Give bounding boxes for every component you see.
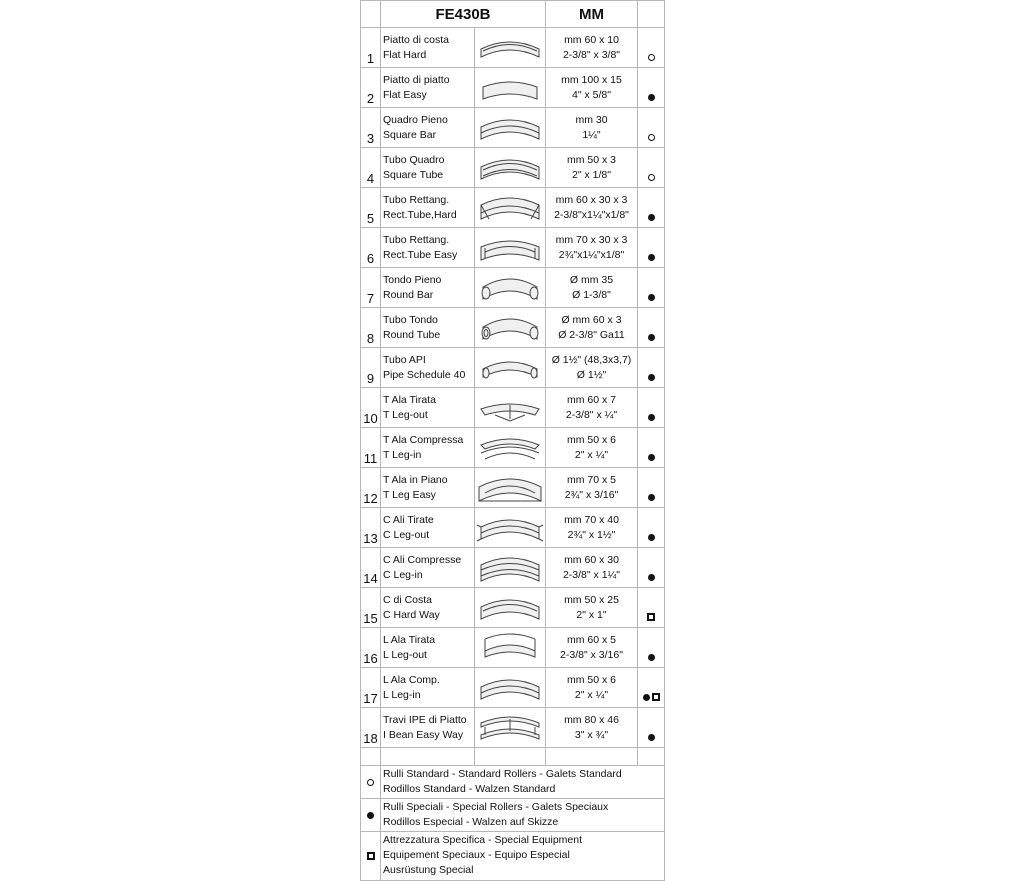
profile-sketch-cell bbox=[475, 388, 546, 428]
dimension-imperial: Ø 2-3/8" Ga11 bbox=[558, 328, 625, 341]
profile-name-english: T Leg Easy bbox=[383, 488, 436, 501]
dimension-cell bbox=[546, 428, 638, 468]
row-number: 13 bbox=[361, 508, 381, 548]
roller-marker-cell bbox=[638, 228, 665, 268]
filled-circle-icon bbox=[648, 734, 655, 741]
profile-name-english: T Leg-out bbox=[383, 408, 428, 421]
table-row bbox=[361, 228, 665, 268]
profile-sketch-cell bbox=[475, 68, 546, 108]
profile-name-english: Round Tube bbox=[383, 328, 441, 341]
profile-capacity-table bbox=[360, 0, 664, 876]
profile-sketch-cell bbox=[475, 628, 546, 668]
dimension-cell bbox=[546, 348, 638, 388]
dimension-imperial: 2-3/8"x1¼"x1/8" bbox=[554, 208, 629, 221]
dimension-cell bbox=[546, 228, 638, 268]
profile-name-italian: T Ala Tirata bbox=[383, 393, 436, 406]
dimension-cell bbox=[546, 268, 638, 308]
profile-names bbox=[381, 388, 475, 428]
profile-sketch-cell bbox=[475, 268, 546, 308]
dimension-metric: mm 70 x 5 bbox=[566, 473, 616, 486]
profile-name-english: Square Tube bbox=[383, 168, 444, 181]
dimension-cell bbox=[546, 588, 638, 628]
profile-name-italian: Piatto di costa bbox=[383, 33, 449, 46]
filled-circle-icon bbox=[648, 214, 655, 221]
roller-marker-cell bbox=[638, 348, 665, 388]
roller-marker-cell bbox=[638, 108, 665, 148]
dimension-cell bbox=[546, 188, 638, 228]
dimension-cell bbox=[546, 108, 638, 148]
profile-name-italian: L Ala Tirata bbox=[383, 633, 436, 646]
dimension-imperial: 2-3/8" x 3/8" bbox=[562, 48, 621, 61]
row-number: 8 bbox=[361, 308, 381, 348]
filled-circle-icon bbox=[648, 454, 655, 461]
dimension-metric: mm 50 x 6 bbox=[566, 433, 616, 446]
dimension-cell bbox=[546, 388, 638, 428]
dimension-imperial: 2" x ¼" bbox=[574, 688, 609, 701]
profile-names bbox=[381, 148, 475, 188]
filled-circle-icon bbox=[367, 812, 374, 819]
profile-sketch-cell bbox=[475, 588, 546, 628]
profile-name-italian: C di Costa bbox=[383, 593, 433, 606]
profile-names bbox=[381, 468, 475, 508]
row-number: 10 bbox=[361, 388, 381, 428]
row-number: 15 bbox=[361, 588, 381, 628]
filled-circle-icon bbox=[648, 534, 655, 541]
dimension-cell bbox=[546, 308, 638, 348]
square-marker-icon bbox=[367, 852, 375, 860]
profile-names bbox=[381, 708, 475, 748]
profile-name-english: Round Bar bbox=[383, 288, 434, 301]
table-row bbox=[361, 68, 665, 108]
legend-marker-cell bbox=[361, 799, 381, 832]
profile-sketch-cell bbox=[475, 708, 546, 748]
dimension-imperial: 1¼" bbox=[582, 128, 601, 141]
profile-names bbox=[381, 308, 475, 348]
dimension-metric: mm 100 x 15 bbox=[561, 73, 622, 86]
dimension-imperial: 2-3/8" x 3/16" bbox=[560, 648, 623, 661]
legend-text-line: Attrezzatura Specifica - Special Equipment bbox=[383, 834, 583, 846]
table-row bbox=[361, 348, 665, 388]
round-tube-profile-icon bbox=[475, 313, 545, 343]
filled-circle-icon bbox=[648, 254, 655, 261]
profile-name-italian: T Ala Compressa bbox=[383, 433, 464, 446]
i-beam-easy-profile-icon bbox=[475, 713, 545, 743]
profile-names bbox=[381, 268, 475, 308]
dimension-metric: Ø mm 35 bbox=[569, 273, 614, 286]
table-row bbox=[361, 548, 665, 588]
dimension-cell bbox=[546, 68, 638, 108]
row-number: 2 bbox=[361, 68, 381, 108]
dimension-cell bbox=[546, 708, 638, 748]
roller-marker-cell bbox=[638, 148, 665, 188]
filled-circle-icon bbox=[648, 414, 655, 421]
profile-name-english: T Leg-in bbox=[383, 448, 422, 461]
c-leg-out-profile-icon bbox=[475, 513, 545, 543]
dimension-imperial: 2¾" x 3/16" bbox=[564, 488, 619, 501]
row-number: 14 bbox=[361, 548, 381, 588]
dimension-metric: mm 60 x 7 bbox=[566, 393, 616, 406]
row-number: 1 bbox=[361, 28, 381, 68]
filled-circle-icon bbox=[648, 374, 655, 381]
profile-sketch-cell bbox=[475, 468, 546, 508]
profile-name-english: Flat Hard bbox=[383, 48, 427, 61]
legend-row bbox=[361, 766, 665, 799]
profile-names bbox=[381, 188, 475, 228]
dimension-metric: mm 70 x 40 bbox=[564, 513, 619, 526]
profile-name-italian: Tubo Rettang. bbox=[383, 233, 450, 246]
profile-names bbox=[381, 28, 475, 68]
roller-marker-cell bbox=[638, 708, 665, 748]
legend-row bbox=[361, 799, 665, 832]
profile-name-italian: Tubo Quadro bbox=[383, 153, 445, 166]
profile-sketch-cell bbox=[475, 428, 546, 468]
roller-marker-cell bbox=[638, 268, 665, 308]
table-row bbox=[361, 388, 665, 428]
dimension-cell bbox=[546, 628, 638, 668]
profile-name-english: Rect.Tube Easy bbox=[383, 248, 458, 261]
profile-name-english: L Leg-out bbox=[383, 648, 427, 661]
header-row bbox=[361, 1, 665, 28]
profile-name-italian: T Ala in Piano bbox=[383, 473, 448, 486]
dimension-cell bbox=[546, 148, 638, 188]
dimension-metric: mm 30 bbox=[575, 113, 608, 126]
profile-name-english: C Leg-out bbox=[383, 528, 430, 541]
profile-name-italian: Tubo API bbox=[383, 353, 426, 366]
profile-name-italian: Quadro Pieno bbox=[383, 113, 448, 126]
filled-circle-icon bbox=[648, 494, 655, 501]
row-number: 16 bbox=[361, 628, 381, 668]
profile-name-english: C Leg-in bbox=[383, 568, 423, 581]
profile-name-english: Pipe Schedule 40 bbox=[383, 368, 466, 381]
dimension-imperial: 2¾" x 1½" bbox=[567, 528, 616, 541]
legend-text-line: Ausrüstung Special bbox=[383, 864, 474, 876]
roller-marker-cell bbox=[638, 508, 665, 548]
square-marker-icon bbox=[647, 613, 655, 621]
row-number: 18 bbox=[361, 708, 381, 748]
profile-sketch-cell bbox=[475, 188, 546, 228]
legend-description bbox=[381, 766, 665, 799]
rect-tube-hard-profile-icon bbox=[475, 193, 545, 223]
spacer-row bbox=[361, 748, 665, 766]
profile-name-italian: Piatto di piatto bbox=[383, 73, 450, 86]
table-row bbox=[361, 28, 665, 68]
dimension-cell bbox=[546, 548, 638, 588]
row-number: 6 bbox=[361, 228, 381, 268]
table-row bbox=[361, 468, 665, 508]
dimension-imperial: 3" x ¾" bbox=[574, 728, 609, 741]
square-tube-profile-icon bbox=[475, 153, 545, 183]
dimension-metric: mm 50 x 3 bbox=[566, 153, 616, 166]
roller-marker-cell bbox=[638, 548, 665, 588]
dimension-metric: mm 70 x 30 x 3 bbox=[555, 233, 628, 246]
dimension-metric: Ø 1½" (48,3x3,7) bbox=[551, 353, 632, 366]
profile-name-italian: Tubo Tondo bbox=[383, 313, 438, 326]
l-leg-in-profile-icon bbox=[475, 673, 545, 703]
row-number: 17 bbox=[361, 668, 381, 708]
table-row bbox=[361, 588, 665, 628]
profile-name-english: C Hard Way bbox=[383, 608, 440, 621]
roller-marker-cell bbox=[638, 308, 665, 348]
profile-names bbox=[381, 508, 475, 548]
row-number: 3 bbox=[361, 108, 381, 148]
dimension-imperial: Ø 1½" bbox=[576, 368, 607, 381]
filled-circle-icon bbox=[648, 654, 655, 661]
profile-names bbox=[381, 668, 475, 708]
profile-name-english: Square Bar bbox=[383, 128, 437, 141]
open-circle-icon bbox=[648, 174, 655, 181]
profile-names bbox=[381, 588, 475, 628]
filled-circle-icon bbox=[648, 294, 655, 301]
dimension-imperial: 2" x 1" bbox=[576, 608, 607, 621]
dimension-cell bbox=[546, 28, 638, 68]
roller-marker-cell bbox=[638, 668, 665, 708]
dimension-metric: mm 50 x 25 bbox=[564, 593, 619, 606]
profile-name-italian: Tondo Pieno bbox=[383, 273, 442, 286]
c-hard-way-profile-icon bbox=[475, 593, 545, 623]
roller-marker-cell bbox=[638, 68, 665, 108]
filled-circle-icon bbox=[648, 574, 655, 581]
dimension-metric: mm 80 x 46 bbox=[564, 713, 619, 726]
t-leg-out-profile-icon bbox=[475, 393, 545, 423]
round-bar-profile-icon bbox=[475, 273, 545, 303]
model-header: FE430B bbox=[381, 1, 546, 28]
roller-marker-cell bbox=[638, 588, 665, 628]
profile-names bbox=[381, 228, 475, 268]
capacity-table bbox=[360, 0, 665, 881]
profile-name-italian: Tubo Rettang. bbox=[383, 193, 450, 206]
flat-easy-profile-icon bbox=[475, 73, 545, 103]
profile-names bbox=[381, 548, 475, 588]
roller-marker-cell bbox=[638, 188, 665, 228]
row-number: 12 bbox=[361, 468, 381, 508]
profile-sketch-cell bbox=[475, 508, 546, 548]
unit-header: MM bbox=[546, 1, 638, 28]
dimension-imperial: 2-3/8" x 1¼" bbox=[562, 568, 621, 581]
profile-sketch-cell bbox=[475, 108, 546, 148]
legend-text-line: Rodillos Especial - Walzen auf Skizze bbox=[383, 816, 559, 828]
dimension-imperial: 2-3/8" x ¼" bbox=[565, 408, 618, 421]
dimension-metric: Ø mm 60 x 3 bbox=[561, 313, 622, 326]
legend-text-line: Equipement Speciaux - Equipo Especial bbox=[383, 849, 570, 861]
roller-marker-cell bbox=[638, 628, 665, 668]
profile-name-italian: C Ali Tirate bbox=[383, 513, 434, 526]
table-row bbox=[361, 308, 665, 348]
dimension-imperial: Ø 1-3/8" bbox=[572, 288, 611, 301]
table-row bbox=[361, 628, 665, 668]
t-leg-in-profile-icon bbox=[475, 433, 545, 463]
row-number: 4 bbox=[361, 148, 381, 188]
square-marker-icon bbox=[652, 693, 660, 701]
table-row bbox=[361, 268, 665, 308]
profile-sketch-cell bbox=[475, 348, 546, 388]
row-number: 5 bbox=[361, 188, 381, 228]
profile-name-italian: L Ala Comp. bbox=[383, 673, 440, 686]
dimension-cell bbox=[546, 508, 638, 548]
square-bar-profile-icon bbox=[475, 113, 545, 143]
table-row bbox=[361, 108, 665, 148]
dimension-metric: mm 60 x 30 bbox=[564, 553, 619, 566]
profile-name-english: I Bean Easy Way bbox=[383, 728, 464, 741]
profile-sketch-cell bbox=[475, 308, 546, 348]
table-row bbox=[361, 668, 665, 708]
c-leg-in-profile-icon bbox=[475, 553, 545, 583]
profile-names bbox=[381, 68, 475, 108]
legend-description bbox=[381, 832, 665, 881]
dimension-metric: mm 60 x 30 x 3 bbox=[555, 193, 628, 206]
open-circle-icon bbox=[367, 779, 374, 786]
profile-names bbox=[381, 348, 475, 388]
dimension-imperial: 4" x 5/8" bbox=[572, 88, 611, 101]
filled-circle-icon bbox=[648, 94, 655, 101]
filled-circle-icon bbox=[648, 334, 655, 341]
profile-name-italian: Travi IPE di Piatto bbox=[383, 713, 467, 726]
header-mark-blank bbox=[638, 1, 665, 28]
profile-names bbox=[381, 428, 475, 468]
table-row bbox=[361, 508, 665, 548]
profile-name-italian: C Ali Compresse bbox=[383, 553, 462, 566]
dimension-cell bbox=[546, 668, 638, 708]
row-number: 11 bbox=[361, 428, 381, 468]
legend-text-line: Rulli Speciali - Special Rollers - Galets Speciaux bbox=[383, 801, 609, 813]
dimension-metric: mm 50 x 6 bbox=[566, 673, 616, 686]
profile-name-english: L Leg-in bbox=[383, 688, 421, 701]
profile-sketch-cell bbox=[475, 228, 546, 268]
legend-row bbox=[361, 832, 665, 881]
profile-sketch-cell bbox=[475, 548, 546, 588]
legend-text-line: Rodillos Standard - Walzen Standard bbox=[383, 783, 556, 795]
open-circle-icon bbox=[648, 54, 655, 61]
profile-name-english: Flat Easy bbox=[383, 88, 427, 101]
dimension-metric: mm 60 x 10 bbox=[564, 33, 619, 46]
row-number: 7 bbox=[361, 268, 381, 308]
profile-name-english: Rect.Tube,Hard bbox=[383, 208, 457, 221]
open-circle-icon bbox=[648, 134, 655, 141]
l-leg-out-profile-icon bbox=[475, 633, 545, 663]
dimension-imperial: 2" x 1/8" bbox=[572, 168, 611, 181]
legend-marker-cell bbox=[361, 832, 381, 881]
row-number: 9 bbox=[361, 348, 381, 388]
table-row bbox=[361, 708, 665, 748]
filled-circle-icon bbox=[643, 694, 650, 701]
roller-marker-cell bbox=[638, 428, 665, 468]
rect-tube-easy-profile-icon bbox=[475, 233, 545, 263]
profile-names bbox=[381, 108, 475, 148]
profile-sketch-cell bbox=[475, 668, 546, 708]
profile-sketch-cell bbox=[475, 148, 546, 188]
flat-hard-profile-icon bbox=[475, 33, 545, 63]
roller-marker-cell bbox=[638, 388, 665, 428]
header-blank bbox=[361, 1, 381, 28]
table-row bbox=[361, 428, 665, 468]
legend-text-line: Rulli Standard - Standard Rollers - Galets Standard bbox=[383, 768, 622, 780]
dimension-imperial: 2¾"x1¼"x1/8" bbox=[558, 248, 625, 261]
legend-marker-cell bbox=[361, 766, 381, 799]
t-leg-easy-profile-icon bbox=[475, 473, 545, 503]
profile-names bbox=[381, 628, 475, 668]
table-row bbox=[361, 148, 665, 188]
roller-marker-cell bbox=[638, 468, 665, 508]
pipe-profile-icon bbox=[475, 353, 545, 383]
table-row bbox=[361, 188, 665, 228]
profile-sketch-cell bbox=[475, 28, 546, 68]
dimension-cell bbox=[546, 468, 638, 508]
dimension-metric: mm 60 x 5 bbox=[566, 633, 616, 646]
roller-marker-cell bbox=[638, 28, 665, 68]
legend-description bbox=[381, 799, 665, 832]
dimension-imperial: 2" x ¼" bbox=[574, 448, 609, 461]
